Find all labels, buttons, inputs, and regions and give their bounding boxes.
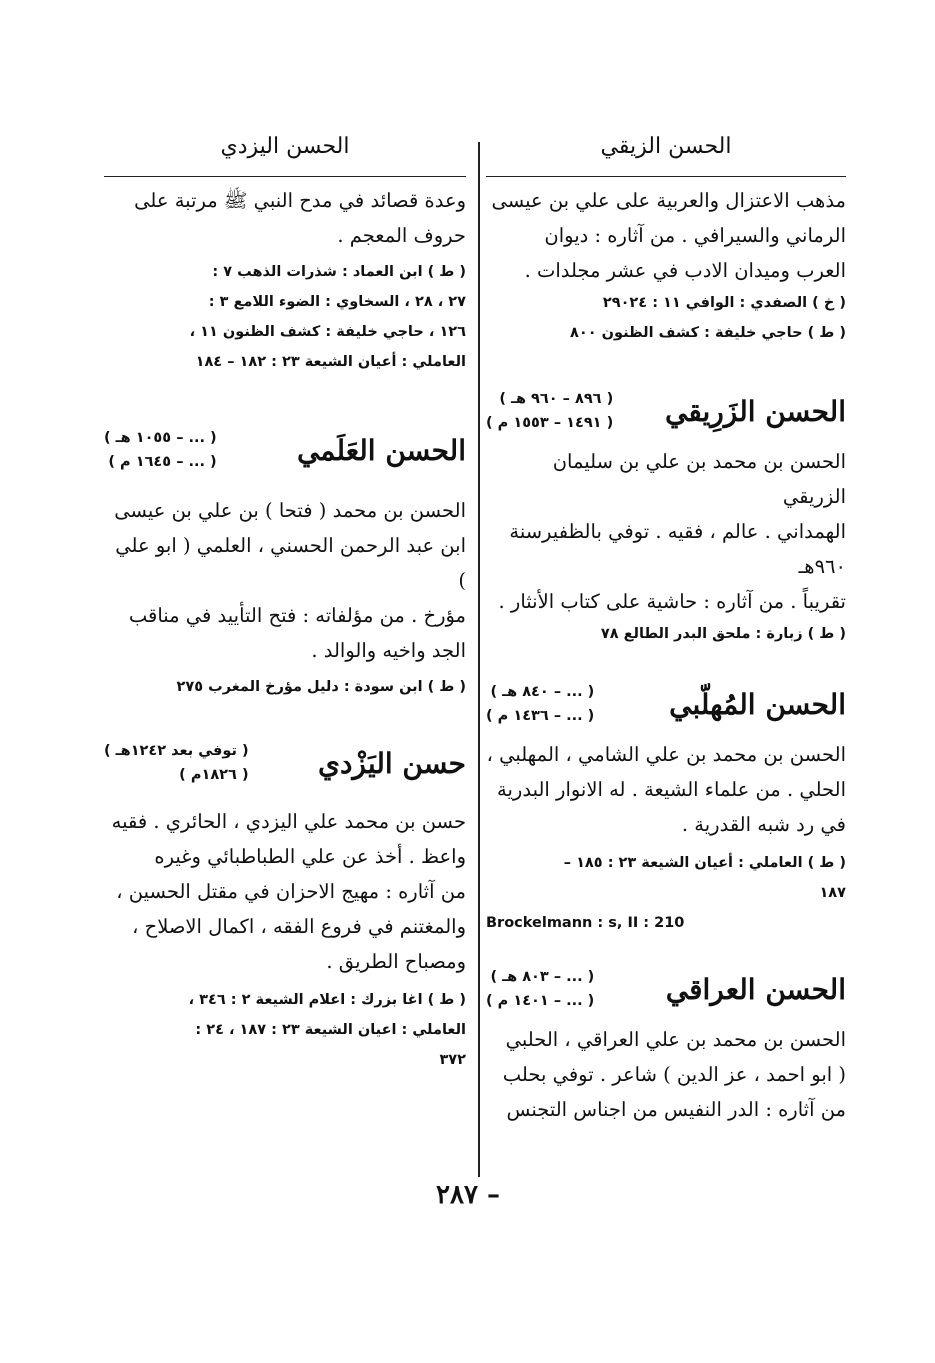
dates-gregorian: ( ... – ١٤٣٦ م )	[486, 708, 595, 724]
dates-hijri: ( ... – ١٠٥٥ هـ )	[104, 430, 217, 446]
entry-name: الحسن العراقي	[665, 972, 846, 1006]
reference-line: ١٨٧	[819, 885, 846, 901]
entry-body	[486, 444, 846, 619]
right-intro-refs	[486, 288, 846, 348]
dates-gregorian: ( ١٨٢٦م )	[179, 767, 249, 783]
entry-body	[486, 737, 846, 842]
text-line: الحسن بن محمد بن علي العراقي ، الحلبي	[505, 1028, 846, 1051]
entry-heading	[486, 378, 846, 444]
entry-refs	[486, 848, 846, 908]
dates-hijri: ( ... – ٨٠٣ هـ )	[490, 969, 595, 985]
entry-body	[486, 1022, 846, 1127]
dates-hijri: ( ٨٩٦ – ٩٦٠ هـ )	[499, 391, 614, 407]
text-line: الحسن بن محمد بن علي بن سليمان الزريقي	[552, 450, 846, 508]
left-column	[104, 130, 466, 1075]
text-line: ومصباح الطريق .	[326, 950, 466, 973]
text-line: في رد شبه القدرية .	[681, 813, 846, 836]
text-line: وعدة قصائد في مدح النبي ﷺ مرتبة على	[134, 189, 466, 212]
text-line: مؤرخ . من مؤلفاته : فتح التأييد في مناقب	[128, 604, 466, 627]
entry-heading	[104, 417, 466, 483]
reference-line: ٣٧٢	[439, 1052, 466, 1068]
text-line: الحسن بن محمد ( فتحا ) بن علي بن عيسى	[114, 499, 466, 522]
entry-dates	[486, 965, 594, 1013]
text-line: الهمداني . عالم ، فقيه . توفي بالظفيرسنة ٩٦٠هـ	[509, 520, 846, 578]
entry-dates	[486, 387, 613, 435]
dates-gregorian: ( ١٤٩١ – ١٥٥٣ م )	[486, 415, 614, 431]
entry-dates	[104, 426, 217, 474]
dates-hijri: ( ... – ٨٤٠ هـ )	[490, 684, 595, 700]
reference-line: ( ط ) العاملي : أعيان الشيعة ٢٣ : ١٨٥ –	[563, 855, 846, 871]
text-line: تقريباً . من آثاره : حاشية على كتاب الأنثار .	[498, 590, 846, 613]
entry-heading	[486, 956, 846, 1022]
text-line: من آثاره : الدر النفيس من اجناس التجنس	[506, 1098, 846, 1121]
text-line: واعظ . أخذ عن علي الطباطبائي وغيره	[154, 845, 466, 868]
entry-heading	[104, 730, 466, 796]
entry-name: حسن اليَزْدي	[318, 746, 466, 780]
entry-name: الحسن الزَرِيقي	[664, 394, 846, 428]
reference-line: ( ط ) زبارة : ملحق البدر الطالع ٧٨	[600, 626, 846, 642]
entry-dates	[104, 739, 249, 787]
entry-name: الحسن المُهلّبي	[669, 687, 846, 721]
reference-line: العاملي : أعيان الشيعة ٢٣ : ١٨٢ – ١٨٤	[195, 354, 466, 370]
entry-dates	[486, 680, 594, 728]
page-number: – ٢٨٧	[436, 1180, 500, 1210]
entry-heading	[486, 671, 846, 737]
text-line: من آثاره : مهيج الاحزان في مقتل الحسين ،	[116, 880, 466, 903]
dates-hijri: ( توفي بعد ١٢٤٢هـ )	[104, 743, 249, 759]
reference-line: ٢٧ ، ٢٨ ، السخاوي : الضوء اللامع ٣ :	[208, 294, 466, 310]
dates-gregorian: ( ... – ١٦٤٥ م )	[108, 454, 217, 470]
dates-gregorian: ( ... – ١٤٠١ م )	[486, 993, 595, 1009]
text-line: والمغتنم في فروع الفقه ، اكمال الاصلاح ،	[132, 915, 466, 938]
reference-line: ( ط ) اغا بزرك : اعلام الشيعة ٢ : ٣٤٦ ،	[188, 992, 466, 1008]
text-line: الحسن بن محمد بن علي الشامي ، المهلبي ،	[486, 743, 846, 766]
reference-line: ( ط ) ابن سودة : دليل مؤرخ المغرب ٢٧٥	[176, 679, 466, 695]
column-divider	[478, 142, 480, 1177]
text-line: حروف المعجم .	[337, 224, 466, 247]
text-line: الجد واخيه والوالد .	[311, 639, 466, 662]
entry-refs	[104, 985, 466, 1075]
entry-name: الحسن العَلَمي	[296, 433, 466, 467]
right-column	[486, 130, 846, 1127]
text-line: ابن عبد الرحمن الحسني ، العلمي ( ابو علي )	[115, 534, 466, 592]
text-line: الحلي . من علماء الشيعة . له الانوار البدرية	[497, 778, 846, 801]
left-intro-text	[104, 183, 466, 253]
reference-line: ( خ ) الصفدي : الوافي ١١ : ٢٩٠٢٤	[602, 295, 846, 311]
entry-body	[104, 493, 466, 668]
reference-line: ( ط ) ابن العماد : شذرات الذهب ٧ :	[212, 264, 466, 280]
text-line: الرماني والسيرافي . من آثاره : ديوان	[544, 224, 846, 247]
entry-refs	[104, 672, 466, 702]
reference-line: العاملي : اعيان الشيعة ٢٣ : ١٨٧ ، ٢٤ :	[195, 1022, 466, 1038]
text-line: العرب وميدان الادب في عشر مجلدات .	[524, 259, 846, 282]
text-line: مذهب الاعتزال والعربية على علي بن عيسى	[491, 189, 846, 212]
entry-body	[104, 804, 466, 979]
text-line: حسن بن محمد علي اليزدي ، الحائري . فقيه	[111, 810, 466, 833]
latin-reference: Brockelmann : s, II : 210	[486, 915, 685, 931]
text-line: ( ابو احمد ، عز الدين ) شاعر . توفي بحلب	[502, 1063, 846, 1086]
reference-line: ( ط ) حاجي خليفة : كشف الظنون ٨٠٠	[570, 325, 846, 341]
left-column-header: الحسن اليزدي	[104, 130, 466, 177]
reference-line: ١٢٦ ، حاجي خليفة : كشف الظنون ١١ ،	[189, 324, 466, 340]
right-column-header: الحسن الزيقي	[486, 130, 846, 177]
right-intro-text	[486, 183, 846, 288]
entry-refs	[486, 619, 846, 649]
left-intro-refs	[104, 257, 466, 377]
